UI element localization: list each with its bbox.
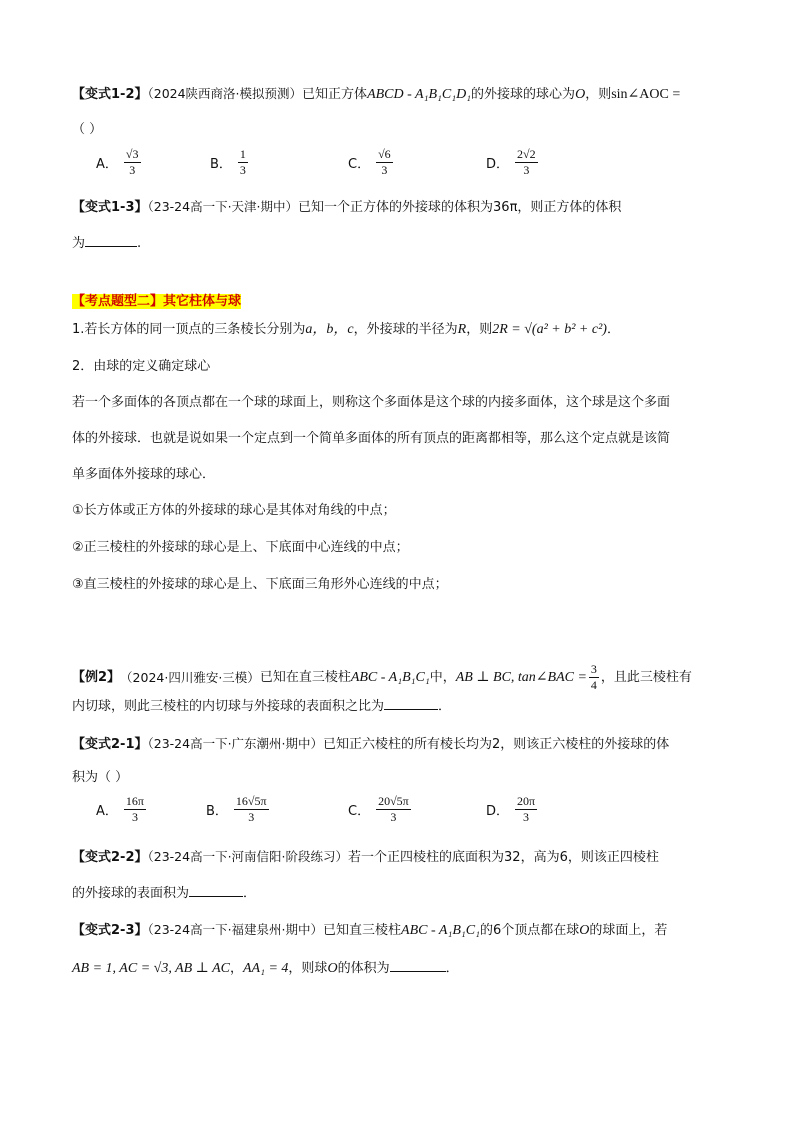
question-source: （23-24高一下·河南信阳·阶段练习） [147,849,349,864]
stem-text: ，则 [585,87,612,102]
stem-text: 的外接球的表面积为 [72,886,190,901]
option-b[interactable] [206,795,269,824]
option-a[interactable] [96,795,146,824]
option-fraction [376,795,411,824]
math-expression: sin∠AOC = [611,87,681,102]
frac-den: 3 [381,163,388,177]
math-r: R [457,322,467,337]
option-d[interactable] [486,148,538,177]
frac-num: 20√5π [378,794,409,808]
stem-text: 的6个顶点都在球 [479,923,580,938]
paragraph-line: 体的外接球．也就是说如果一个定点到一个简单多面体的所有顶点的距离都相等，那么这个定点就是该简 [72,431,671,446]
option-c[interactable] [348,795,411,824]
option-fraction [515,795,537,824]
math-aa1: AA₁ = 4 [243,961,289,976]
stem-text: ，则球 [288,961,328,976]
stem-text: 为 [72,236,86,251]
list-item: ①长方体或正方体的外接球的球心是其体对角线的中点； [72,503,396,518]
stem-text: 已知正六棱柱的所有棱长均为2，则该正六棱柱的外接球的体 [323,737,670,752]
answer-blank[interactable] [384,697,438,710]
text: ，外接球的半径为 [353,322,458,337]
frac-den: 3 [523,810,530,824]
paragraph-line: 若一个多面体的各顶点都在一个球的球面上，则称这个多面体是这个球的内接多面体，这个球是这个多面 [72,395,671,410]
section-title: 【考点题型二】其它柱体与球 [72,294,242,309]
frac-num: √6 [378,147,391,161]
question-source: （23-24高一下·天津·期中） [147,199,299,214]
option-b[interactable] [210,148,248,177]
frac-den: 3 [129,163,136,177]
question-tag: 【例2】 [72,669,121,685]
question-v2-1-line2: 积为（ ） [72,770,129,785]
option-fraction [124,148,141,177]
option-label: B． [210,157,232,172]
frac-den: 3 [523,163,530,177]
math-vars: a，b，c [305,322,354,337]
text: ． [438,699,452,714]
math-condition: AB = 1, AC = √3, AB ⊥ AC [72,961,230,976]
section2-point-2: 2．由球的定义确定球心 [72,359,211,374]
math-condition: AB ⊥ BC, tan∠BAC = [455,669,587,685]
option-a[interactable] [96,148,141,177]
question-tag: 【变式2-3】 [72,923,148,938]
frac-num: 16π [125,794,144,808]
question-v1-3-stem [72,198,621,217]
option-label: A． [96,157,118,172]
paragraph-line: 单多面体外接球的球心． [72,467,216,482]
answer-paren: （ ） [72,122,103,137]
stem-text: ，且此三棱柱有 [600,669,692,685]
frac-den: 3 [248,810,255,824]
stem-text: 中， [429,669,456,685]
stem-text: 的体积为 [337,961,390,976]
question-source: （2024陕西商洛·模拟预测） [147,86,303,101]
math-o: O [579,923,590,938]
frac-den: 3 [131,810,138,824]
stem-text: 若一个正四棱柱的底面积为32，高为6，则该正四棱柱 [348,850,659,865]
frac-num: 20π [517,794,536,808]
frac-den: 4 [590,678,597,692]
answer-blank[interactable] [85,234,137,247]
option-label: D． [486,157,510,172]
text: ． [243,886,257,901]
stem-text: 已知一个正方体的外接球的体积为36π，则正方体的体积 [298,200,622,215]
question-source: （23-24高一下·广东潮州·期中） [147,736,324,751]
frac-num: 3 [590,662,597,676]
question-v2-1-stem [72,735,669,754]
question-tag: 【变式1-2】 [72,87,148,102]
option-label: A． [96,804,118,819]
question-v1-2-stem [72,85,680,104]
option-fraction [376,148,393,177]
option-label: C． [348,804,371,819]
option-fraction [234,795,269,824]
stem-text: 已知直三棱柱 [323,923,402,938]
option-c[interactable] [348,148,393,177]
frac-den: 3 [239,163,246,177]
text: ， [229,961,243,976]
answer-blank[interactable] [189,884,243,897]
question-ex2-stem [72,663,692,692]
section2-point-1 [72,321,620,339]
stem-text: 的球面上，若 [589,923,668,938]
frac-num: √3 [125,147,139,161]
question-ex2-line2 [72,697,451,716]
option-fraction [238,148,248,177]
math-o: O [327,961,338,976]
math-formula: 2R = √(a² + b² + c²) [492,322,607,337]
list-item: ③直三棱柱的外接球的球心是上、下底面三角形外心连线的中点； [72,577,448,592]
question-tag: 【变式2-1】 [72,737,148,752]
question-v1-3-line2: 为 . [72,236,142,251]
option-fraction [515,148,538,177]
text: ． [445,961,459,976]
question-v2-2-stem [72,848,659,867]
stem-text: 的外接球的球心为 [471,87,576,102]
frac-num: 16√5π [235,794,267,808]
question-v2-3-line2 [72,959,459,978]
stem-text: 内切球，则此三棱柱的内切球与外接球的表面积之比为 [72,699,385,714]
question-tag: 【变式2-2】 [72,850,148,865]
text: ，则 [466,322,493,337]
stem-text: 已知正方体 [302,87,368,102]
option-d[interactable] [486,795,537,824]
math-fraction [589,663,599,692]
question-tag: 【变式1-3】 [72,200,148,215]
math-prism: ABC - A₁B₁C₁ [401,923,480,938]
frac-den: 3 [390,810,397,824]
answer-blank[interactable] [390,959,446,972]
text: 1.若长方体的同一顶点的三条棱长分别为 [72,322,306,337]
list-item: ②正三棱柱的外接球的球心是上、下底面中心连线的中点； [72,540,409,555]
text: ． [606,322,620,337]
frac-num: 2√2 [517,147,536,161]
question-v2-2-line2 [72,884,256,903]
option-fraction [124,795,146,824]
math-o: O [575,87,586,102]
option-label: B． [206,804,228,819]
stem-text: 已知在直三棱柱 [259,669,351,685]
question-source: （23-24高一下·福建泉州·期中） [147,922,324,937]
math-cube: ABCD - A₁B₁C₁D₁ [367,87,472,102]
question-source: （2024·四川雅安·三模） [120,669,260,685]
option-label: D． [486,804,510,819]
option-label: C． [348,157,371,172]
section-title-line [72,293,241,311]
frac-num: 1 [239,147,246,161]
question-v2-3-stem [72,921,667,940]
math-prism: ABC - A₁B₁C₁ [350,669,430,685]
